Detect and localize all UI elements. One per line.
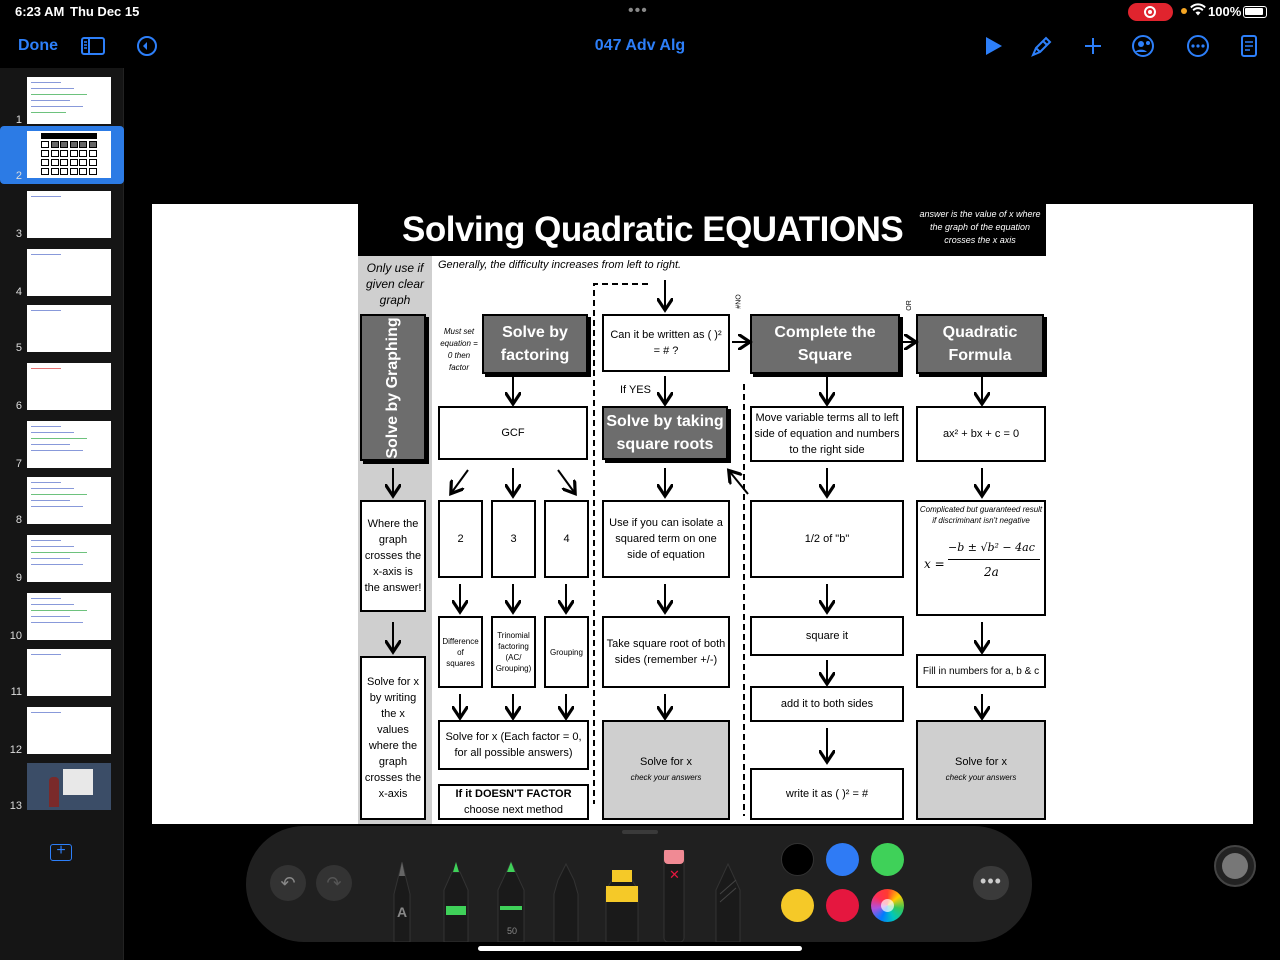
cts-step-5: write it as ( )² = # — [750, 768, 904, 820]
cts-step-2: 1/2 of "b" — [750, 500, 904, 578]
slide-preview — [27, 477, 111, 524]
slide-canvas[interactable] — [152, 204, 1253, 824]
redo-icon[interactable]: ↷ — [316, 865, 352, 901]
color-green[interactable] — [871, 843, 904, 876]
status-time: 6:23 AM — [15, 4, 65, 19]
document-title[interactable]: 047 Adv Alg — [594, 37, 686, 54]
factor-count-3: 3 — [491, 500, 536, 578]
cts-step-4: add it to both sides — [750, 686, 904, 722]
slide-preview — [27, 363, 111, 410]
or-side-note: OR — [905, 300, 913, 311]
method-trinomial: Trinomial factoring (AC/ Grouping) — [491, 616, 536, 688]
slide-preview — [27, 535, 111, 582]
slide-preview — [27, 305, 111, 352]
color-black[interactable] — [781, 843, 814, 876]
slide-preview — [27, 763, 111, 810]
must-set-note: Must set equation = 0 then factor — [440, 327, 478, 372]
slide-thumbnail[interactable] — [0, 702, 124, 758]
done-button[interactable]: Done — [18, 37, 58, 54]
drawing-tools — [380, 850, 760, 942]
slide-number: 12 — [9, 744, 22, 756]
slide-preview — [27, 421, 111, 468]
eraser-tool-icon — [664, 850, 684, 942]
ruler-tool-icon — [716, 864, 740, 942]
slide-number: 13 — [9, 800, 22, 812]
play-icon[interactable] — [980, 34, 1006, 58]
crayon-tool-icon — [554, 864, 578, 942]
sqrt-check-label: check your answers — [630, 773, 702, 782]
standard-form: ax² + bx + c = 0 — [916, 406, 1046, 462]
tray-handle[interactable] — [622, 830, 658, 834]
slide-number: 8 — [15, 514, 22, 526]
home-indicator[interactable] — [478, 946, 802, 951]
multitasking-dots-icon[interactable]: ••• — [628, 2, 648, 19]
color-picker-icon[interactable] — [871, 889, 904, 922]
gcf-box: GCF — [438, 406, 588, 460]
color-blue[interactable] — [826, 843, 859, 876]
svg-text:A: A — [397, 904, 408, 920]
color-yellow[interactable] — [781, 889, 814, 922]
slide-number: 9 — [15, 572, 22, 584]
pencil-size-label: 50 — [507, 926, 518, 936]
fallback-bold: If it DOESN'T FACTOR — [455, 788, 572, 800]
assistive-touch-icon[interactable] — [1214, 845, 1256, 887]
app-toolbar — [0, 24, 1280, 68]
slide-number: 2 — [15, 170, 22, 182]
status-bar — [0, 0, 1280, 24]
slide-number: 1 — [15, 114, 22, 126]
method-grouping: Grouping — [544, 616, 589, 688]
slide-thumbnail[interactable] — [0, 300, 124, 356]
slide-preview — [27, 77, 111, 124]
slide-thumbnail[interactable] — [0, 644, 124, 700]
battery-percent: 100% — [1208, 4, 1242, 19]
difficulty-note: Generally, the difficulty increases from left to right. — [438, 259, 682, 271]
slide-thumbnail[interactable] — [0, 186, 124, 242]
slide-thumbnail[interactable] — [0, 126, 124, 184]
slide-thumbnail[interactable] — [0, 72, 124, 128]
slide-preview — [27, 707, 111, 754]
slide-thumbnail[interactable] — [0, 758, 124, 814]
complete-square-header: Complete the Square — [750, 314, 900, 374]
more-icon[interactable] — [1185, 34, 1211, 58]
sqrt-step-1: Use if you can isolate a squared term on one side of equation — [602, 500, 730, 578]
formula-denominator: 2a — [984, 565, 999, 579]
flow-arrows — [358, 204, 1046, 824]
qf-solve-label: Solve for x — [955, 756, 1007, 768]
fill-numbers: Fill in numbers for a, b & c — [916, 654, 1046, 688]
method-difference-of-squares: Difference of squares — [438, 616, 483, 688]
fallback-text: choose next method — [463, 804, 564, 816]
sidebar-icon[interactable] — [80, 34, 106, 58]
slide-navigator — [0, 68, 124, 960]
worksheet — [358, 204, 1046, 824]
slide-number: 4 — [15, 286, 22, 298]
markup-pen-icon[interactable] — [1028, 34, 1054, 58]
if-yes-label: If YES — [620, 384, 651, 396]
slide-number: 6 — [15, 400, 22, 412]
qf-check-label: check your answers — [945, 773, 1017, 782]
add-slide-button[interactable]: + — [50, 844, 72, 861]
slide-preview — [27, 191, 111, 238]
only-use-note: Only use if given clear graph — [365, 261, 425, 307]
cts-step-1: Move variable terms all to left side of equation and numbers to the right side — [750, 406, 904, 462]
slide-thumbnail[interactable] — [0, 588, 124, 644]
document-icon[interactable] — [1236, 34, 1262, 58]
battery-icon — [1243, 6, 1267, 18]
sqrt-step-2: Take square root of both sides (remember +/-) — [602, 616, 730, 688]
slide-thumbnail[interactable] — [0, 358, 124, 414]
highlighter-tool-icon — [606, 870, 638, 942]
slide-thumbnail[interactable] — [0, 416, 124, 472]
svg-text:✕: ✕ — [669, 867, 680, 882]
graphing-step-2: Solve for x by writing the x values where the graph crosses the x-axis — [360, 656, 426, 820]
graphing-step-1: Where the graph crosses the x-axis is the answer! — [360, 500, 426, 612]
slide-preview — [27, 131, 111, 178]
cts-step-3: square it — [750, 616, 904, 656]
slide-number: 7 — [15, 458, 22, 470]
title-note: answer is the value of x where the graph of the equation crosses the x axis — [919, 209, 1041, 245]
factor-count-4: 4 — [544, 500, 589, 578]
slide-thumbnail[interactable] — [0, 530, 124, 586]
status-date: Thu Dec 15 — [70, 4, 140, 19]
sqrt-question: Can it be written as ( )² = # ? — [602, 314, 730, 372]
factoring-solve: Solve for x (Each factor = 0, for all possible answers) — [438, 720, 589, 770]
slide-number: 10 — [9, 630, 22, 642]
slide-thumbnail[interactable] — [0, 244, 124, 300]
worksheet-title: Solving Quadratic EQUATIONS — [402, 210, 904, 249]
slide-number: 3 — [15, 228, 22, 240]
undo-icon[interactable]: ↶ — [270, 865, 306, 901]
factor-count-2: 2 — [438, 500, 483, 578]
factoring-header: Solve by factoring — [482, 314, 588, 374]
slide-preview — [27, 593, 111, 640]
marker-tool-icon — [444, 862, 468, 942]
screen-recording-icon[interactable] — [1128, 3, 1173, 21]
slide-number: 5 — [15, 342, 22, 354]
sqrt-solve-label: Solve for x — [640, 756, 692, 768]
collaborate-icon[interactable] — [1130, 34, 1156, 58]
undo-history-icon[interactable] — [134, 34, 160, 58]
quadratic-formula-header: Quadratic Formula — [916, 314, 1044, 374]
mic-indicator-icon — [1181, 8, 1187, 14]
formula-lhs: x = — [924, 557, 945, 571]
slide-preview — [27, 649, 111, 696]
slide-thumbnail[interactable] — [0, 472, 124, 528]
tray-more-icon[interactable]: ••• — [973, 866, 1009, 900]
wifi-icon — [1190, 3, 1206, 17]
formula-note: Complicated but guaranteed result if discriminant isn't negative — [919, 505, 1043, 525]
add-icon[interactable] — [1080, 34, 1106, 58]
sqrt-header: Solve by taking square roots — [602, 406, 728, 460]
color-red[interactable] — [826, 889, 859, 922]
formula-numerator: −b ± √b² − 4ac — [948, 541, 1035, 554]
pen-tool-icon — [394, 862, 410, 942]
graphing-header: Solve by Graphing — [360, 314, 426, 461]
slide-preview — [27, 249, 111, 296]
slide-number: 11 — [10, 686, 22, 698]
no-side-note: #NO — [735, 294, 743, 309]
